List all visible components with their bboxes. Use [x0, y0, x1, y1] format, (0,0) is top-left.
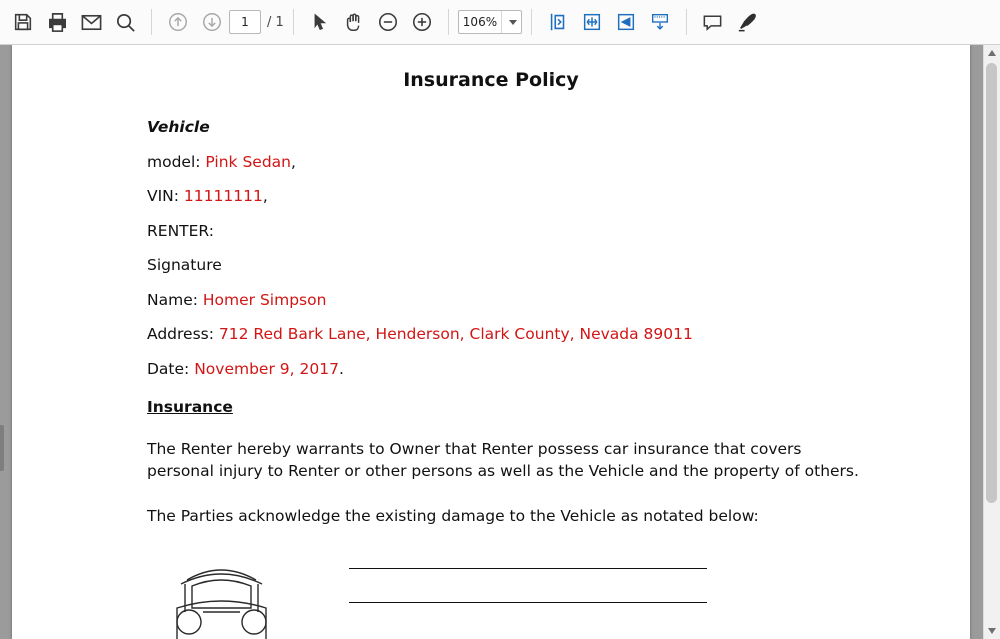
insurance-paragraph-1: The Renter hereby warrants to Owner that Renter possess car insurance that covers personal injury to Renter or other persons as well as the Vehicle and the property of others. — [147, 439, 859, 480]
damage-diagram-row — [147, 550, 970, 639]
toolbar-separator-5 — [686, 9, 687, 35]
save-icon[interactable] — [6, 5, 40, 39]
field-model-suffix: , — [291, 152, 296, 171]
zoom-level-value: 106% — [462, 15, 498, 29]
document-page — [12, 45, 970, 639]
field-date-label: Date: — [147, 359, 195, 378]
document-viewport[interactable] — [0, 45, 1000, 639]
scroll-up-icon[interactable] — [984, 45, 1000, 61]
field-vin — [147, 189, 970, 205]
zoom-select-divider — [501, 11, 502, 33]
field-vin-value: 11111111 — [183, 187, 263, 205]
sidebar-handle[interactable] — [0, 425, 4, 471]
field-model-label: model: — [147, 152, 206, 171]
zoom-in-icon[interactable] — [405, 5, 439, 39]
previous-page-icon[interactable] — [161, 5, 195, 39]
damage-note-line-1[interactable] — [349, 568, 707, 569]
field-date — [147, 359, 970, 378]
toolbar-separator-4 — [531, 9, 532, 35]
field-name-label: Name: — [147, 290, 203, 309]
scrollbar-thumb[interactable] — [986, 63, 997, 503]
next-page-icon[interactable] — [195, 5, 229, 39]
field-address — [147, 327, 970, 343]
caret-up-shape — [988, 50, 996, 56]
chevron-down-icon — [509, 20, 517, 25]
scroll-down-icon[interactable] — [984, 623, 1000, 639]
email-icon[interactable] — [74, 5, 108, 39]
toolbar — [0, 0, 1000, 45]
scroll-mode-icon[interactable] — [643, 5, 677, 39]
page-title: Insurance Policy — [403, 69, 579, 91]
search-icon[interactable] — [108, 5, 142, 39]
field-date-suffix: . — [338, 359, 344, 378]
field-model — [147, 152, 970, 171]
vertical-scrollbar[interactable] — [983, 45, 1000, 639]
highlight-icon[interactable] — [730, 5, 764, 39]
car-diagram-icon — [159, 550, 329, 639]
field-renter-label: RENTER: — [147, 221, 214, 240]
field-address-label: Address: — [147, 325, 219, 343]
field-date-value: November 9, 2017 — [194, 359, 339, 378]
page-total-label: / 1 — [267, 14, 284, 30]
page-number-input[interactable] — [229, 10, 261, 34]
page-navigation — [229, 10, 284, 34]
select-tool-icon[interactable] — [303, 5, 337, 39]
fit-width-icon[interactable] — [575, 5, 609, 39]
field-address-value: 712 Red Bark Lane, Henderson, Clark County, Nevada 89011 — [218, 325, 693, 343]
insurance-heading: Insurance — [147, 398, 233, 416]
zoom-out-icon[interactable] — [371, 5, 405, 39]
fit-page-icon[interactable] — [541, 5, 575, 39]
toolbar-separator-3 — [448, 9, 449, 35]
fit-visible-icon[interactable] — [609, 5, 643, 39]
field-signature-label: Signature — [147, 256, 222, 274]
print-icon[interactable] — [40, 5, 74, 39]
caret-down-shape — [988, 628, 996, 634]
zoom-level-select[interactable] — [458, 10, 522, 34]
field-vin-label: VIN: — [147, 187, 184, 205]
field-name — [147, 290, 970, 309]
insurance-paragraph-2: The Parties acknowledge the existing damage to the Vehicle as notated below: — [147, 507, 759, 526]
damage-note-lines — [349, 550, 707, 636]
comment-icon[interactable] — [696, 5, 730, 39]
vehicle-heading: Vehicle — [147, 118, 210, 136]
document-body — [12, 120, 970, 639]
toolbar-separator — [151, 9, 152, 35]
damage-note-line-2[interactable] — [349, 602, 707, 603]
field-model-value: Pink Sedan — [205, 152, 291, 171]
toolbar-separator-2 — [293, 9, 294, 35]
field-name-value: Homer Simpson — [202, 290, 327, 309]
hand-tool-icon[interactable] — [337, 5, 371, 39]
field-vin-suffix: , — [262, 187, 268, 205]
